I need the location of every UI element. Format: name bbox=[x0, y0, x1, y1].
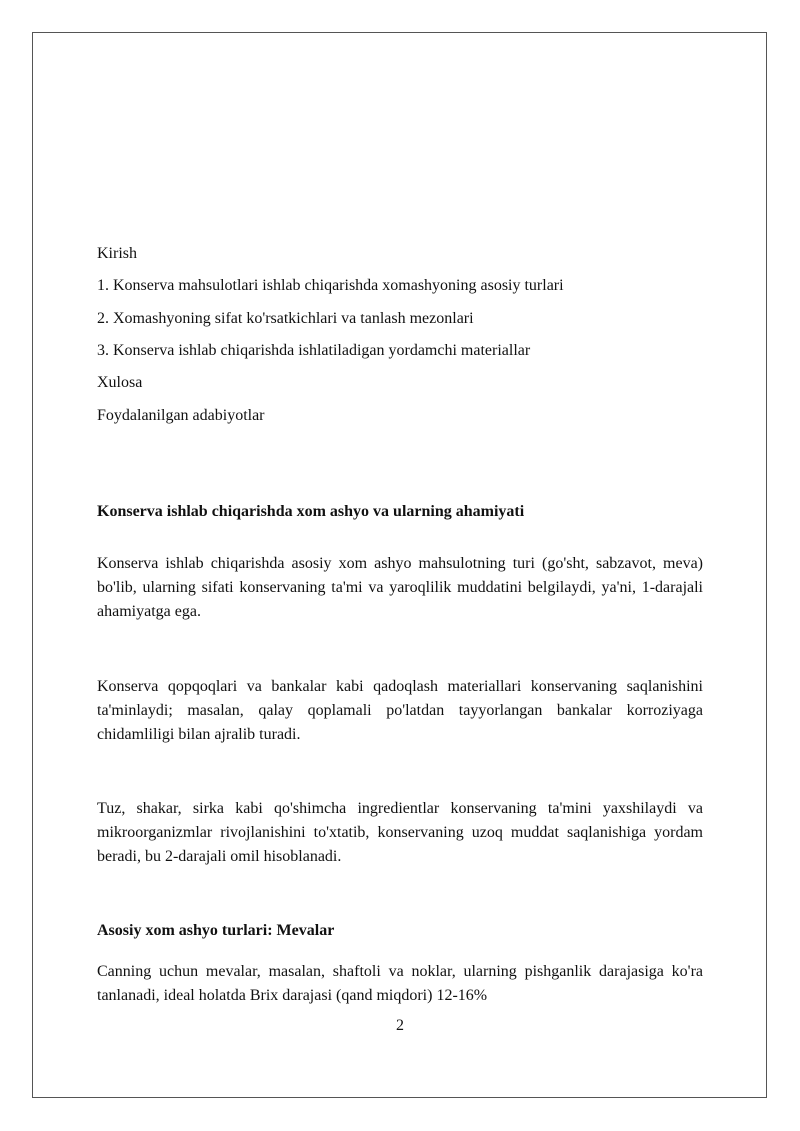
toc-item-intro: Kirish bbox=[97, 245, 137, 262]
paragraph: Tuz, shakar, sirka kabi qo'shimcha ingredientlar konservaning ta'mini yaxshilaydi va mikroorganizmlar rivojlanishini to'xtatib, konservaning uzoq muddat saqlanishiga yordam beradi, bu 2-darajali omil hisoblanadi. bbox=[97, 800, 703, 865]
toc-item-3: 3. Konserva ishlab chiqarishda ishlatiladigan yordamchi materiallar bbox=[97, 342, 531, 359]
paragraph: Konserva qopqoqlari va bankalar kabi qadoqlash materiallari konservaning saqlanishini ta'minlaydi; masalan, qalay qoplamali po'latdan tayyorlangan bankalar korroziyaga chidamliligi bilan ajralib turadi. bbox=[97, 678, 703, 743]
toc-item-references: Foydalanilgan adabiyotlar bbox=[97, 407, 265, 424]
toc-item-2: 2. Xomashyoning sifat ko'rsatkichlari va tanlash mezonlari bbox=[97, 310, 474, 327]
section-heading: Asosiy xom ashyo turlari: Mevalar bbox=[97, 922, 335, 939]
toc-item-1: 1. Konserva mahsulotlari ishlab chiqarishda xomashyoning asosiy turlari bbox=[97, 277, 564, 294]
section-heading: Konserva ishlab chiqarishda xom ashyo va ularning ahamiyati bbox=[97, 503, 525, 520]
page-number: 2 bbox=[396, 1017, 404, 1034]
toc-item-conclusion: Xulosa bbox=[97, 374, 143, 391]
paragraph: Canning uchun mevalar, masalan, shaftoli va noklar, ularning pishganlik darajasiga ko'ra tanlanadi, ideal holatda Brix darajasi (qand miqdori) 12-16% bbox=[97, 963, 703, 1004]
paragraph: Konserva ishlab chiqarishda asosiy xom ashyo mahsulotning turi (go'sht, sabzavot, meva) bo'lib, ularning sifati konservaning ta'mi va yaroqlilik muddatini belgilaydi, ya'ni, 1-darajali ahamiyatga ega. bbox=[97, 555, 703, 620]
